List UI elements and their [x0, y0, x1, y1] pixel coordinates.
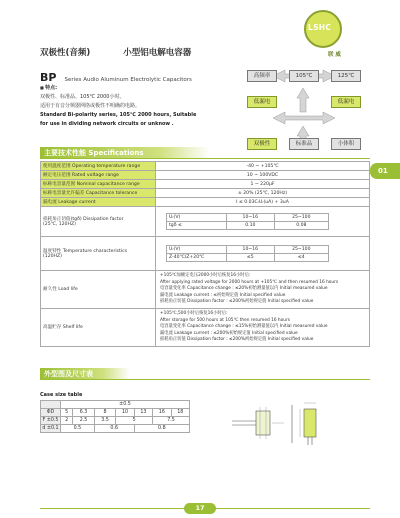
case-cell: 16: [153, 409, 171, 417]
table-row: [41, 308, 370, 346]
brand-logo: [304, 10, 354, 58]
diagram-box-high-frequency: 高频率: [247, 70, 277, 82]
sub-cell: ≤5: [227, 254, 275, 262]
diagram-box-low-leakage-right: 低漏电: [331, 96, 361, 108]
spec-value: ± 20% (25℃, 120Hz): [156, 189, 370, 198]
feature-line-en: Standard Bi-polarity series, 105℃ 2000 hours, Suitable: [40, 112, 197, 118]
table-row: [41, 417, 190, 425]
shelf-life-line: +105℃,500小时后恢复16小时后:: [160, 310, 228, 316]
case-cell: 6.3: [73, 409, 95, 417]
case-cell: 10: [116, 409, 134, 417]
case-size-title: Case size table: [40, 392, 83, 398]
specifications-table: [40, 161, 370, 347]
sub-cell: 0.10: [227, 222, 275, 230]
sub-cell: 0.08: [274, 222, 328, 230]
case-cell: 8: [94, 409, 116, 417]
table-row: [41, 409, 190, 417]
sub-cell: 10~16: [227, 214, 275, 222]
spec-label: [41, 207, 156, 237]
load-life-line: 漏电流 Leakage current : ≤初始规定值 Initial specified value: [160, 292, 286, 298]
specifications-section-title: 主要技术性能 Specifications: [44, 149, 144, 157]
spec-label-line: 损耗角正切值(tgδ) Dissipation factor: [43, 217, 124, 222]
spec-label: 额定电压范围 Rated voltage range: [41, 171, 156, 180]
table-row: [167, 246, 329, 254]
case-section-title: 外型图及尺寸表: [44, 370, 93, 378]
spec-label: 使用温度范围 Operating temperature range: [41, 162, 156, 171]
capacitor-dimension-drawing-icon: [222, 395, 352, 447]
case-key: d ±0.1: [42, 426, 59, 431]
logo-text: LSHC: [308, 23, 332, 32]
spec-value: [156, 207, 370, 237]
case-key: ΦD: [41, 409, 61, 417]
shelf-life-line: 漏电流 Leakage current : ≤200%初始规定值 Initial specified value: [160, 330, 298, 336]
sub-cell: 25~100: [274, 214, 328, 222]
spec-label: [41, 237, 156, 271]
sub-cell: 25~100: [274, 246, 328, 254]
case-cell: 5: [61, 409, 73, 417]
shelf-life-line: 电容量变化率 Capacitance change : ≤15%初始测量值以内 Initial measured value: [160, 324, 328, 330]
shelf-life-line: After storage for 500 hours at 105℃ then resumed 16 hours: [160, 317, 290, 323]
series-relation-diagram: [245, 66, 365, 156]
table-row: [167, 222, 329, 230]
subtitle-cn: 小型铝电解电容器: [123, 48, 192, 58]
features-block: [40, 83, 240, 129]
case-cell: 2: [61, 417, 73, 425]
temperature-subtable: [166, 245, 329, 262]
case-key: [41, 401, 61, 409]
case-size-table: [40, 400, 190, 433]
section-divider: [40, 158, 370, 159]
spec-value: [156, 237, 370, 271]
load-life-line: 损耗角正切值 Dissipation factor : ≤200%初始规定值 Initial specified value: [160, 299, 314, 305]
case-section-bar: [40, 368, 130, 379]
table-row: [41, 189, 370, 198]
spec-value: [156, 271, 370, 309]
dissipation-subtable: [166, 213, 329, 230]
spec-value: -40 ~ +105℃: [156, 162, 370, 171]
series-code: BP: [40, 71, 57, 84]
spec-label: 标称电容量允许偏差 Capacitance tolerance: [41, 189, 156, 198]
table-row: [167, 214, 329, 222]
load-life-line: 电容量变化率 Capacitance change : ≤20%初始测量值以内 Initial measured value: [160, 286, 328, 292]
case-key: F ±0.5: [41, 417, 61, 425]
title-cn: 双极性(音频): [40, 48, 91, 58]
diagram-box-standard: 标准品: [289, 138, 319, 150]
table-row: [41, 198, 370, 207]
spec-value: 10 ~ 100VDC: [156, 171, 370, 180]
sub-key: Z-40℃/Z+20℃: [167, 254, 227, 262]
load-life-line: +105℃加额定电压2000小时后恢复16小时后:: [160, 273, 251, 278]
spec-label: 标称电容量范围 Nominal capacitance range: [41, 180, 156, 189]
series-name: Series Audio Aluminum Electrolytic Capacitors: [64, 77, 192, 83]
diagram-box-low-leakage-left: 低漏电: [247, 96, 277, 108]
diagram-box-125c: 125℃: [331, 70, 361, 82]
features-heading: ■ 特点:: [40, 83, 240, 93]
table-row: [41, 207, 370, 237]
case-cell: 18: [171, 409, 189, 417]
spec-label-line: (25℃, 120HZ): [43, 222, 76, 227]
table-row: [41, 171, 370, 180]
case-cell: 2.5: [73, 417, 95, 425]
feature-line: 双极性、标准品、105℃ 2000小时。: [40, 94, 125, 100]
sub-key: tgδ ≤: [167, 222, 227, 230]
table-row: [167, 254, 329, 262]
shelf-life-line: 损耗角正切值 Dissipation factor : ≤200%初始规定值 Initial specified value: [160, 337, 314, 343]
spec-label-line: (120HZ): [43, 254, 62, 259]
section-divider: [40, 379, 370, 380]
table-row: [41, 180, 370, 189]
case-tolerance: ±0.5: [61, 401, 190, 409]
sub-cell: ≤4: [274, 254, 328, 262]
table-row: [41, 162, 370, 171]
spec-value: I ≤ 0.03CᵣUᵣ(uA) + 3uA: [156, 198, 370, 207]
table-row: [41, 425, 190, 433]
case-cell: 5: [116, 417, 153, 425]
sub-key: Uᵣ(V): [167, 214, 227, 222]
case-cell: 0.6: [94, 425, 134, 433]
diagram-box-small-size: 小体积: [331, 138, 361, 150]
spec-label-line: 温度特性 Temperature characteristics: [43, 249, 128, 254]
load-life-line: After applying rated voltage for 2000 hours at +105℃ and then resumed 16 hours: [160, 279, 339, 285]
table-row: [41, 271, 370, 309]
specifications-section-bar: [40, 147, 210, 158]
diagram-box-bipolar: 双极性: [247, 138, 277, 150]
spec-label: 漏电流 Leakage current: [41, 198, 156, 207]
sub-key: Uᵣ(V): [167, 246, 227, 254]
table-row: [41, 237, 370, 271]
page-title: [40, 46, 191, 58]
spec-value: 1 ~ 220μF: [156, 180, 370, 189]
case-cell: 3.5: [94, 417, 116, 425]
spec-value: [156, 308, 370, 346]
case-cell: 0.5: [61, 425, 95, 433]
case-cell: 13: [134, 409, 152, 417]
spec-label: 耐久性 Load life: [41, 271, 156, 309]
spec-label: 高温贮存 Shelf life: [41, 308, 156, 346]
page-number: 17: [184, 503, 216, 514]
case-cell: 7.5: [153, 417, 190, 425]
feature-line: 适用于有音分频器网络或极性不明确的电路。: [40, 103, 141, 109]
case-cell: 0.8: [134, 425, 189, 433]
diagram-box-105c: 105℃: [289, 70, 319, 82]
sub-cell: 10~16: [227, 246, 275, 254]
table-row: [41, 401, 190, 409]
logo-cn: 联 威: [328, 52, 341, 58]
feature-line-en: for use in dividing network circuits or unknow .: [40, 121, 174, 127]
chapter-tab: 01: [370, 163, 400, 179]
